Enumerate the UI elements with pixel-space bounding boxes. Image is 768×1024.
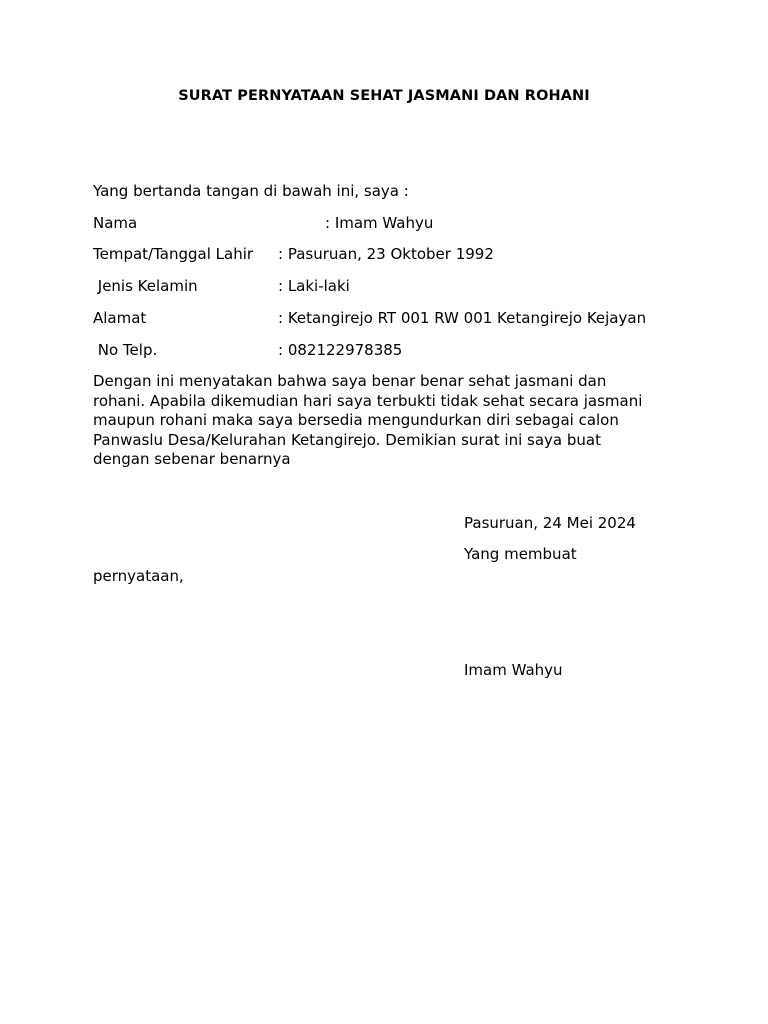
statement-line: Dengan ini menyatakan bahwa saya benar benar sehat jasmani dan	[93, 372, 607, 390]
place-date: Pasuruan, 24 Mei 2024	[464, 514, 636, 532]
signer-name: Imam Wahyu	[464, 661, 563, 679]
field-label-alamat: Alamat	[93, 309, 147, 327]
statement-line: rohani. Apabila dikemudian hari saya terbukti tidak sehat secara jasmani	[93, 391, 643, 410]
field-label-jenis-kelamin: Jenis Kelamin	[93, 277, 198, 295]
field-value-nama: : Imam Wahyu	[325, 214, 434, 232]
document-title: SURAT PERNYATAAN SEHAT JASMANI DAN ROHANI	[178, 88, 590, 104]
signer-label: Yang membuat	[464, 545, 577, 563]
field-label-no-telp: No Telp.	[93, 341, 158, 359]
field-label-nama: Nama	[93, 214, 138, 232]
statement-line: Panwaslu Desa/Kelurahan Ketangirejo. Demikian surat ini saya buat	[93, 430, 601, 449]
signer-label-continued: pernyataan,	[93, 567, 184, 585]
field-value-no-telp: : 082122978385	[278, 341, 403, 359]
statement-line: maupun rohani maka saya bersedia mengundurkan diri sebagai calon	[93, 411, 619, 429]
field-value-jenis-kelamin: : Laki-laki	[278, 277, 350, 295]
field-value-alamat: : Ketangirejo RT 001 RW 001 Ketangirejo Kejayan	[278, 309, 647, 327]
statement-line: dengan sebenar benarnya	[93, 450, 291, 468]
field-value-ttl: : Pasuruan, 23 Oktober 1992	[278, 245, 494, 263]
field-label-ttl: Tempat/Tanggal Lahir	[93, 245, 254, 263]
statement-paragraph	[93, 372, 673, 470]
intro-text: Yang bertanda tangan di bawah ini, saya :	[93, 182, 409, 200]
